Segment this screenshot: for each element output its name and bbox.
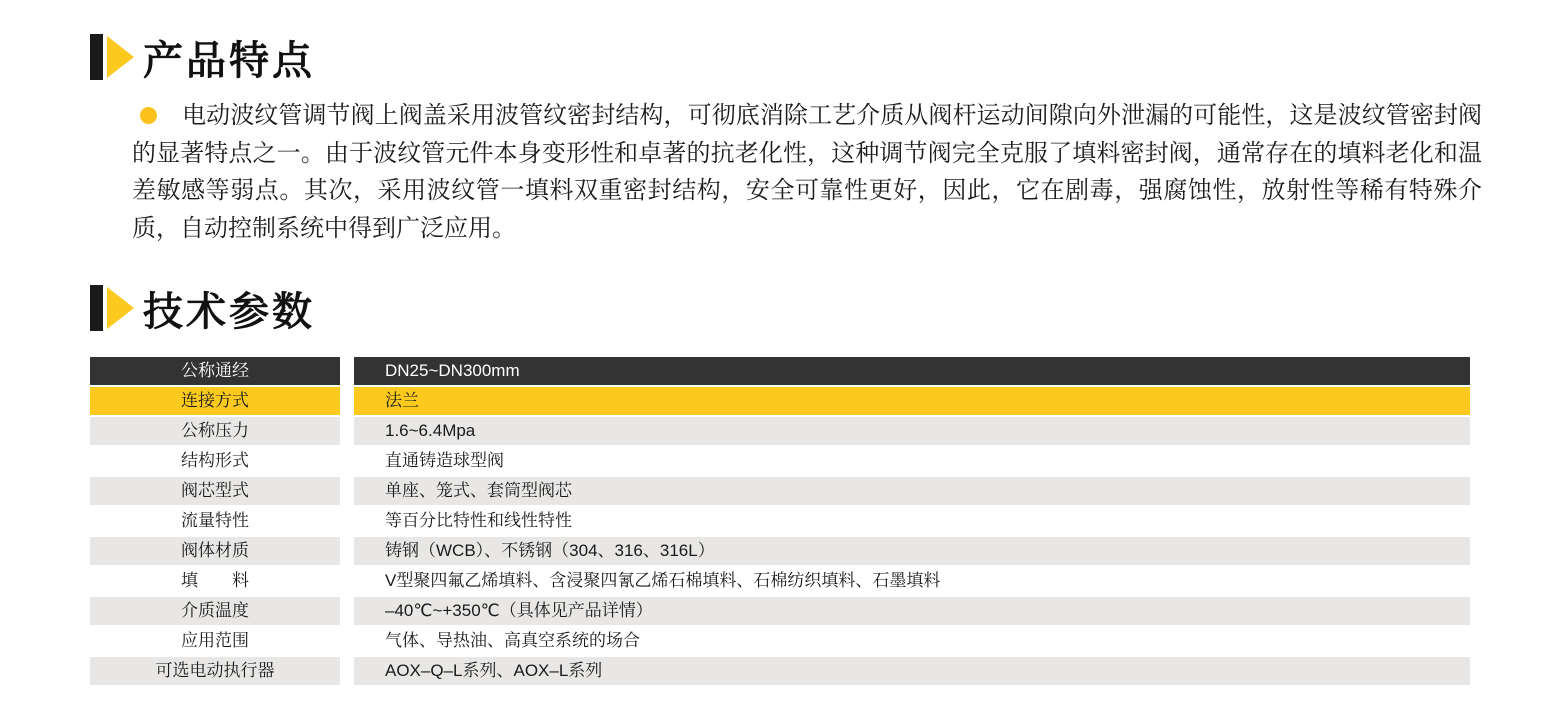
column-gap [340, 627, 354, 655]
spec-row-value: –40℃~+350℃（具体见产品详情） [354, 597, 1470, 625]
features-title: 产品特点 [143, 38, 315, 83]
column-gap [340, 417, 354, 445]
spec-table-row [90, 357, 1470, 385]
spec-row-value: 单座、笼式、套筒型阀芯 [354, 477, 1470, 505]
spec-row-value: 直通铸造球型阀 [354, 447, 1470, 475]
column-gap [340, 537, 354, 565]
spec-row-label: 介质温度 [90, 597, 340, 625]
spec-table-row [90, 597, 1470, 625]
column-gap [340, 507, 354, 535]
header-bar-decoration [90, 34, 103, 80]
spec-table-row [90, 657, 1470, 685]
specs-title: 技术参数 [143, 289, 315, 334]
spec-row-value: 铸钢（WCB）、不锈钢（304、316、316L） [354, 537, 1470, 565]
triangle-right-icon [107, 36, 134, 78]
spec-row-value: 1.6~6.4Mpa [354, 417, 1470, 445]
spec-row-label: 结构形式 [90, 447, 340, 475]
spec-table-row [90, 387, 1470, 415]
spec-row-value: 等百分比特性和线性特性 [354, 507, 1470, 535]
column-gap [340, 357, 354, 385]
spec-row-label: 流量特性 [90, 507, 340, 535]
spec-row-label: 应用范围 [90, 627, 340, 655]
specs-section-header [90, 284, 315, 332]
features-section-header [90, 33, 315, 81]
spec-row-label: 阀体材质 [90, 537, 340, 565]
spec-table [90, 357, 1470, 687]
spec-table-row [90, 507, 1470, 535]
spec-row-value: DN25~DN300mm [354, 357, 1470, 385]
column-gap [340, 447, 354, 475]
spec-table-row [90, 537, 1470, 565]
spec-table-row [90, 477, 1470, 505]
bullet-dot-icon [140, 107, 157, 124]
spec-table-row [90, 567, 1470, 595]
triangle-right-icon [107, 287, 134, 329]
column-gap [340, 387, 354, 415]
spec-row-label: 可选电动执行器 [90, 657, 340, 685]
column-gap [340, 597, 354, 625]
spec-row-value: 气体、导热油、高真空系统的场合 [354, 627, 1470, 655]
spec-row-label: 连接方式 [90, 387, 340, 415]
spec-row-value: 法兰 [354, 387, 1470, 415]
spec-row-label: 阀芯型式 [90, 477, 340, 505]
column-gap [340, 567, 354, 595]
spec-table-row [90, 627, 1470, 655]
column-gap [340, 657, 354, 685]
features-paragraph [132, 97, 1482, 247]
spec-row-label: 公称通经 [90, 357, 340, 385]
header-bar-decoration [90, 285, 103, 331]
features-paragraph-text: 电动波纹管调节阀上阀盖采用波管纹密封结构，可彻底消除工艺介质从阀杆运动间隙向外泄漏的可能性，这是波纹管密封阀的显著特点之一。由于波纹管元件本身变形性和卓著的抗老化性，这种调节阀完全克服了填料密封阀，通常存在的填料老化和温差敏感等弱点。其次，采用波纹管一填料双重密封结构，安全可靠性更好，因此，它在剧毒，强腐蚀性，放射性等稀有特殊介质，自动控制系统中得到广泛应用。 [132, 102, 1482, 242]
spec-row-label: 填 料 [90, 567, 340, 595]
spec-row-value: AOX–Q–L系列、AOX–L系列 [354, 657, 1470, 685]
spec-row-value: V型聚四氟乙烯填料、含浸聚四氰乙烯石棉填料、石棉纺织填料、石墨填料 [354, 567, 1470, 595]
spec-table-row [90, 417, 1470, 445]
spec-table-row [90, 447, 1470, 475]
column-gap [340, 477, 354, 505]
spec-row-label: 公称压力 [90, 417, 340, 445]
